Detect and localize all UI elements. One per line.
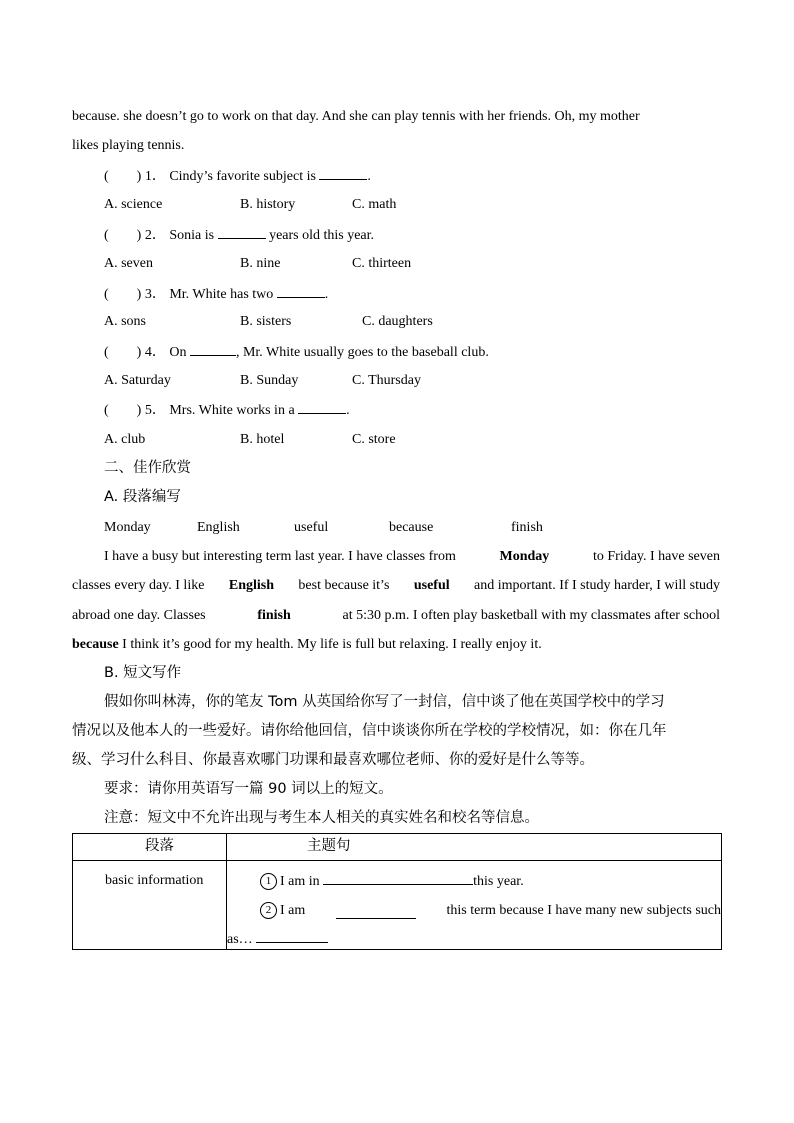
highlighted-word: finish	[257, 608, 291, 623]
answer-paren[interactable]: ( )	[104, 287, 142, 302]
option-c[interactable]: C. store	[352, 432, 396, 447]
question-1	[104, 165, 754, 187]
option-a[interactable]: A. seven	[104, 256, 153, 271]
option-c[interactable]: C. Thursday	[352, 373, 421, 388]
answer-blank[interactable]	[277, 283, 325, 298]
answer-blank[interactable]	[218, 224, 266, 239]
circled-number-1: 1	[260, 873, 277, 890]
question-stem: Cindy’s favorite subject is	[169, 169, 316, 184]
question-stem-end: .	[324, 287, 329, 302]
question-stem: Mrs. White works in a	[169, 403, 295, 418]
option-b[interactable]: B. sisters	[240, 314, 292, 329]
outline-table	[72, 833, 722, 950]
passage-line-1	[72, 107, 720, 127]
passage-text: likes playing tennis.	[72, 138, 185, 153]
paragraph-text: best because it’s	[298, 578, 390, 593]
sentence-1	[260, 870, 721, 893]
passage-text: because. she doesn’t go to work on that day. And she can play tennis with her friends. Oh, my mother	[72, 109, 640, 124]
sentence-2	[260, 900, 721, 922]
question-3	[104, 283, 754, 305]
question-2	[104, 224, 754, 246]
word-bank-item: Monday	[104, 520, 151, 535]
prompt-line-1: 假如你叫林涛，你的笔友 Tom 从英国给你写了一封信，信中谈了他在英国学校中的学习	[104, 694, 665, 710]
paragraph-text: and important. If I study harder, I will study	[474, 578, 720, 593]
requirement-line: 要求：请你用英语写一篇 90 词以上的短文。	[104, 781, 393, 797]
circled-number-2: 2	[260, 902, 277, 919]
paragraph-text: I think it’s good for my health. My life is full but relaxing. I really enjoy it.	[122, 637, 542, 652]
question-number: 1．	[144, 169, 166, 184]
highlighted-word: useful	[413, 578, 450, 593]
model-paragraph-line-2	[72, 576, 720, 596]
question-stem: Mr. White has two	[169, 287, 274, 302]
word-bank-item: because	[389, 520, 434, 535]
option-b[interactable]: B. hotel	[240, 432, 285, 447]
paragraph-text: abroad one day. Classes	[72, 608, 206, 623]
table-header-cell	[227, 834, 722, 861]
question-stem-end: years old this year.	[269, 228, 375, 243]
section-heading: 二、佳作欣赏	[104, 460, 191, 476]
model-paragraph-line-4	[72, 635, 722, 655]
header-topic-sentence-label: 主题句	[307, 838, 351, 854]
option-b[interactable]: B. nine	[240, 256, 281, 271]
option-a[interactable]: A. science	[104, 197, 163, 212]
question-5	[104, 399, 754, 421]
table-cell	[227, 861, 722, 950]
table-row	[73, 861, 722, 950]
answer-blank[interactable]	[256, 928, 328, 943]
question-number: 4．	[144, 345, 166, 360]
table-header-cell	[73, 834, 227, 861]
paragraph-text: to Friday. I have seven	[592, 549, 720, 564]
sentence-text: this year.	[473, 874, 524, 889]
table-header-row	[73, 834, 722, 861]
question-number: 2．	[144, 228, 166, 243]
answer-blank[interactable]	[190, 341, 236, 356]
question-stem-end: .	[367, 169, 371, 184]
answer-blank[interactable]	[298, 399, 346, 414]
sentence-text: as…	[227, 932, 253, 947]
table-cell	[73, 861, 227, 950]
question-number: 5．	[144, 403, 166, 418]
answer-paren[interactable]: ( )	[104, 169, 142, 184]
prompt-line-3: 级、学习什么科目、你最喜欢哪门功课和最喜欢哪位老师、你的爱好是什么等等。	[72, 752, 594, 768]
model-paragraph-line-3	[72, 606, 720, 626]
question-stem: Sonia is	[169, 228, 215, 243]
word-bank-item: English	[197, 520, 240, 535]
sentence-text: this term because I have many new subjects such	[446, 903, 721, 918]
paragraph-text: at 5:30 p.m. I often play basketball with my classmates after school	[342, 608, 720, 623]
option-a[interactable]: A. Saturday	[104, 373, 171, 388]
option-a[interactable]: A. club	[104, 432, 146, 447]
answer-paren[interactable]: ( )	[104, 228, 142, 243]
option-b[interactable]: B. history	[240, 197, 296, 212]
highlighted-word: because	[72, 637, 119, 652]
prompt-line-2: 情况以及他本人的一些爱好。请你给他回信，信中谈谈你所在学校的学校情况，如：你在几年	[72, 723, 667, 739]
option-c[interactable]: C. math	[352, 197, 397, 212]
sentence-2-continued	[227, 928, 721, 949]
sentence-text: I am	[280, 903, 306, 918]
option-c[interactable]: C. daughters	[362, 314, 433, 329]
row-label: basic information	[105, 873, 204, 888]
model-paragraph-line-1	[104, 547, 720, 567]
passage-line-2	[72, 136, 722, 156]
answer-paren[interactable]: ( )	[104, 403, 142, 418]
question-stem-end: , Mr. White usually goes to the baseball club.	[235, 345, 489, 360]
option-c[interactable]: C. thirteen	[352, 256, 412, 271]
question-stem: On	[169, 345, 187, 360]
word-bank-item: useful	[294, 520, 329, 535]
question-4	[104, 341, 754, 363]
answer-blank[interactable]	[336, 904, 416, 919]
answer-paren[interactable]: ( )	[104, 345, 142, 360]
subsection-b-title: B. 短文写作	[104, 665, 182, 681]
highlighted-word: English	[228, 578, 274, 593]
paragraph-text: classes every day. I like	[72, 578, 205, 593]
sentence-text: I am in	[280, 874, 320, 889]
note-line: 注意：短文中不允许出现与考生本人相关的真实姓名和校名等信息。	[104, 810, 539, 826]
answer-blank[interactable]	[319, 165, 367, 180]
header-paragraph-label: 段落	[145, 838, 174, 854]
word-bank-item: finish	[511, 520, 543, 535]
question-stem-end: .	[346, 403, 350, 418]
highlighted-word: Monday	[499, 549, 550, 564]
question-number: 3．	[144, 287, 166, 302]
answer-blank[interactable]	[323, 870, 473, 885]
subsection-a-title: A. 段落编写	[104, 489, 181, 505]
paragraph-text: I have a busy but interesting term last year. I have classes from	[104, 549, 456, 564]
option-a[interactable]: A. sons	[104, 314, 147, 329]
option-b[interactable]: B. Sunday	[240, 373, 299, 388]
